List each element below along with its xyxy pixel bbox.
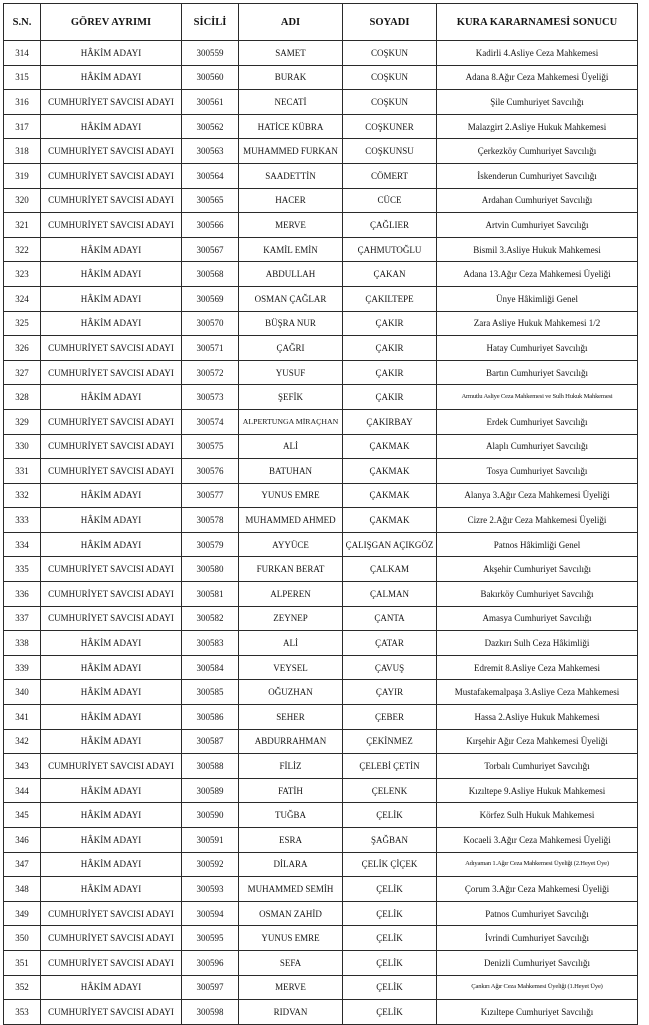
cell-sonuc: Alaplı Cumhuriyet Savcılığı <box>437 434 638 459</box>
cell-sonuc: Şile Cumhuriyet Savcılığı <box>437 90 638 115</box>
cell-adi: RIDVAN <box>239 1000 343 1025</box>
cell-sicil: 300583 <box>182 631 239 656</box>
table-row <box>4 385 638 410</box>
cell-sn: 339 <box>4 655 41 680</box>
cell-sonuc: Çankırı Ağır Ceza Mahkemesi Üyeliği (1.Heyet Üye) <box>437 975 638 1000</box>
cell-soyadi: ÇELİK <box>343 877 437 902</box>
cell-gorev: HÂKİM ADAYI <box>41 385 182 410</box>
cell-adi: SAADETTİN <box>239 163 343 188</box>
table-row <box>4 237 638 262</box>
cell-sn: 319 <box>4 163 41 188</box>
table-row <box>4 139 638 164</box>
cell-gorev: CUMHURİYET SAVCISI ADAYI <box>41 409 182 434</box>
cell-sonuc: Erdek Cumhuriyet Savcılığı <box>437 409 638 434</box>
cell-sn: 316 <box>4 90 41 115</box>
cell-soyadi: ÇAKIR <box>343 360 437 385</box>
cell-sn: 331 <box>4 459 41 484</box>
table-row <box>4 360 638 385</box>
cell-gorev: HÂKİM ADAYI <box>41 311 182 336</box>
table-row <box>4 336 638 361</box>
cell-sn: 332 <box>4 483 41 508</box>
table-row <box>4 311 638 336</box>
cell-soyadi: ÇELİK <box>343 975 437 1000</box>
cell-sicil: 300581 <box>182 582 239 607</box>
cell-gorev: CUMHURİYET SAVCISI ADAYI <box>41 926 182 951</box>
cell-sonuc: İskenderun Cumhuriyet Savcılığı <box>437 163 638 188</box>
cell-sn: 320 <box>4 188 41 213</box>
cell-adi: SEFA <box>239 950 343 975</box>
cell-soyadi: ÇAĞLIER <box>343 213 437 238</box>
cell-sicil: 300584 <box>182 655 239 680</box>
cell-gorev: HÂKİM ADAYI <box>41 852 182 877</box>
table-row <box>4 950 638 975</box>
cell-soyadi: ÇALIŞGAN AÇIKGÖZ <box>343 532 437 557</box>
cell-soyadi: ÇAKMAK <box>343 459 437 484</box>
cell-sn: 327 <box>4 360 41 385</box>
cell-sonuc: Amasya Cumhuriyet Savcılığı <box>437 606 638 631</box>
cell-adi: FATİH <box>239 778 343 803</box>
cell-sn: 345 <box>4 803 41 828</box>
cell-gorev: CUMHURİYET SAVCISI ADAYI <box>41 163 182 188</box>
cell-sn: 349 <box>4 901 41 926</box>
cell-gorev: CUMHURİYET SAVCISI ADAYI <box>41 213 182 238</box>
cell-soyadi: ÇELİK <box>343 901 437 926</box>
cell-sicil: 300568 <box>182 262 239 287</box>
cell-gorev: HÂKİM ADAYI <box>41 65 182 90</box>
cell-adi: AYYÜCE <box>239 532 343 557</box>
cell-adi: BURAK <box>239 65 343 90</box>
cell-sicil: 300580 <box>182 557 239 582</box>
table-row <box>4 286 638 311</box>
table-row <box>4 877 638 902</box>
cell-soyadi: ÇAKMAK <box>343 483 437 508</box>
cell-adi: OSMAN ÇAĞLAR <box>239 286 343 311</box>
cell-sonuc: Ardahan Cumhuriyet Savcılığı <box>437 188 638 213</box>
cell-adi: OĞUZHAN <box>239 680 343 705</box>
cell-sonuc: Torbalı Cumhuriyet Savcılığı <box>437 754 638 779</box>
cell-sicil: 300569 <box>182 286 239 311</box>
cell-gorev: HÂKİM ADAYI <box>41 631 182 656</box>
table-row <box>4 655 638 680</box>
cell-sn: 322 <box>4 237 41 262</box>
cell-gorev: CUMHURİYET SAVCISI ADAYI <box>41 459 182 484</box>
table-row <box>4 41 638 66</box>
cell-sicil: 300591 <box>182 828 239 853</box>
cell-sn: 335 <box>4 557 41 582</box>
cell-gorev: HÂKİM ADAYI <box>41 828 182 853</box>
cell-sn: 343 <box>4 754 41 779</box>
cell-sicil: 300579 <box>182 532 239 557</box>
cell-sn: 326 <box>4 336 41 361</box>
column-header-adi: ADI <box>239 4 343 41</box>
table-row <box>4 434 638 459</box>
cell-sn: 323 <box>4 262 41 287</box>
column-header-sn: S.N. <box>4 4 41 41</box>
cell-soyadi: ÇEBER <box>343 705 437 730</box>
cell-soyadi: ÇAYIR <box>343 680 437 705</box>
cell-gorev: HÂKİM ADAYI <box>41 483 182 508</box>
table-row <box>4 705 638 730</box>
cell-adi: FURKAN BERAT <box>239 557 343 582</box>
cell-sonuc: Çorum 3.Ağır Ceza Mahkemesi Üyeliği <box>437 877 638 902</box>
cell-sicil: 300586 <box>182 705 239 730</box>
cell-sn: 347 <box>4 852 41 877</box>
cell-gorev: CUMHURİYET SAVCISI ADAYI <box>41 188 182 213</box>
cell-adi: YUNUS EMRE <box>239 926 343 951</box>
cell-gorev: HÂKİM ADAYI <box>41 262 182 287</box>
cell-soyadi: ÇELİK ÇİÇEK <box>343 852 437 877</box>
cell-gorev: CUMHURİYET SAVCISI ADAYI <box>41 360 182 385</box>
cell-sn: 337 <box>4 606 41 631</box>
cell-adi: ALPEREN <box>239 582 343 607</box>
cell-sicil: 300567 <box>182 237 239 262</box>
cell-sonuc: Patnos Cumhuriyet Savcılığı <box>437 901 638 926</box>
cell-gorev: HÂKİM ADAYI <box>41 114 182 139</box>
table-row <box>4 803 638 828</box>
cell-gorev: CUMHURİYET SAVCISI ADAYI <box>41 557 182 582</box>
column-header-gorev: GÖREV AYRIMI <box>41 4 182 41</box>
cell-sicil: 300592 <box>182 852 239 877</box>
cell-sicil: 300576 <box>182 459 239 484</box>
cell-sicil: 300577 <box>182 483 239 508</box>
cell-adi: ALPERTUNGA MİRAÇHAN <box>239 409 343 434</box>
cell-adi: MERVE <box>239 213 343 238</box>
cell-sn: 353 <box>4 1000 41 1025</box>
table-row <box>4 852 638 877</box>
table-row <box>4 631 638 656</box>
cell-adi: MUHAMMED FURKAN <box>239 139 343 164</box>
cell-adi: ÇAĞRI <box>239 336 343 361</box>
table-row <box>4 606 638 631</box>
cell-sn: 342 <box>4 729 41 754</box>
cell-adi: ESRA <box>239 828 343 853</box>
cell-adi: KAMİL EMİN <box>239 237 343 262</box>
cell-sonuc: Kocaeli 3.Ağır Ceza Mahkemesi Üyeliği <box>437 828 638 853</box>
cell-soyadi: ÇELİK <box>343 1000 437 1025</box>
cell-sicil: 300587 <box>182 729 239 754</box>
table-row <box>4 409 638 434</box>
cell-adi: NECATİ <box>239 90 343 115</box>
cell-sonuc: Kızıltepe Cumhuriyet Savcılığı <box>437 1000 638 1025</box>
cell-adi: VEYSEL <box>239 655 343 680</box>
cell-gorev: HÂKİM ADAYI <box>41 655 182 680</box>
cell-sonuc: Tosya Cumhuriyet Savcılığı <box>437 459 638 484</box>
column-header-sonuc: KURA KARARNAMESİ SONUCU <box>437 4 638 41</box>
cell-sicil: 300570 <box>182 311 239 336</box>
cell-sicil: 300561 <box>182 90 239 115</box>
cell-gorev: HÂKİM ADAYI <box>41 778 182 803</box>
cell-sn: 344 <box>4 778 41 803</box>
cell-gorev: CUMHURİYET SAVCISI ADAYI <box>41 139 182 164</box>
cell-sn: 352 <box>4 975 41 1000</box>
cell-sonuc: Armutlu Asliye Ceza Mahkemesi ve Sulh Hukuk Mahkemesi <box>437 385 638 410</box>
cell-gorev: HÂKİM ADAYI <box>41 532 182 557</box>
cell-sonuc: Hassa 2.Asliye Hukuk Mahkemesi <box>437 705 638 730</box>
cell-sn: 334 <box>4 532 41 557</box>
cell-adi: MUHAMMED SEMİH <box>239 877 343 902</box>
cell-soyadi: ÇAKIR <box>343 336 437 361</box>
cell-gorev: HÂKİM ADAYI <box>41 286 182 311</box>
table-row <box>4 213 638 238</box>
cell-sn: 315 <box>4 65 41 90</box>
table-row <box>4 262 638 287</box>
cell-sonuc: Bartın Cumhuriyet Savcılığı <box>437 360 638 385</box>
cell-sicil: 300559 <box>182 41 239 66</box>
cell-sn: 341 <box>4 705 41 730</box>
cell-sn: 330 <box>4 434 41 459</box>
cell-sicil: 300571 <box>182 336 239 361</box>
cell-gorev: HÂKİM ADAYI <box>41 508 182 533</box>
cell-sonuc: Adana 8.Ağır Ceza Mahkemesi Üyeliği <box>437 65 638 90</box>
cell-sn: 350 <box>4 926 41 951</box>
cell-soyadi: ÇAHMUTOĞLU <box>343 237 437 262</box>
cell-sicil: 300589 <box>182 778 239 803</box>
cell-soyadi: ÇAVUŞ <box>343 655 437 680</box>
cell-sonuc: Malazgirt 2.Asliye Hukuk Mahkemesi <box>437 114 638 139</box>
table-row <box>4 163 638 188</box>
cell-soyadi: ÇAKMAK <box>343 434 437 459</box>
cell-sonuc: Artvin Cumhuriyet Savcılığı <box>437 213 638 238</box>
table-row <box>4 926 638 951</box>
cell-adi: FİLİZ <box>239 754 343 779</box>
cell-sicil: 300598 <box>182 1000 239 1025</box>
cell-sicil: 300593 <box>182 877 239 902</box>
cell-sicil: 300597 <box>182 975 239 1000</box>
table-row <box>4 1000 638 1025</box>
cell-soyadi: ÇAKIR <box>343 311 437 336</box>
cell-gorev: CUMHURİYET SAVCISI ADAYI <box>41 950 182 975</box>
table-row <box>4 90 638 115</box>
cell-gorev: CUMHURİYET SAVCISI ADAYI <box>41 754 182 779</box>
cell-sicil: 300572 <box>182 360 239 385</box>
column-header-sicil: SİCİLİ <box>182 4 239 41</box>
cell-sonuc: Hatay Cumhuriyet Savcılığı <box>437 336 638 361</box>
cell-adi: ABDULLAH <box>239 262 343 287</box>
table-row <box>4 582 638 607</box>
cell-soyadi: ÇAKMAK <box>343 508 437 533</box>
cell-soyadi: ÇAKAN <box>343 262 437 287</box>
cell-soyadi: COŞKUNSU <box>343 139 437 164</box>
table-row <box>4 557 638 582</box>
cell-sn: 346 <box>4 828 41 853</box>
cell-soyadi: ÇELİK <box>343 803 437 828</box>
cell-sicil: 300588 <box>182 754 239 779</box>
cell-sn: 329 <box>4 409 41 434</box>
cell-sicil: 300565 <box>182 188 239 213</box>
cell-gorev: CUMHURİYET SAVCISI ADAYI <box>41 901 182 926</box>
cell-adi: BÜŞRA NUR <box>239 311 343 336</box>
cell-soyadi: ÇANTA <box>343 606 437 631</box>
cell-soyadi: ÇAKILTEPE <box>343 286 437 311</box>
cell-sonuc: Denizli Cumhuriyet Savcılığı <box>437 950 638 975</box>
table-row <box>4 508 638 533</box>
cell-sicil: 300594 <box>182 901 239 926</box>
cell-soyadi: COŞKUN <box>343 90 437 115</box>
cell-gorev: HÂKİM ADAYI <box>41 729 182 754</box>
table-row <box>4 828 638 853</box>
cell-sicil: 300563 <box>182 139 239 164</box>
column-header-soyadi: SOYADI <box>343 4 437 41</box>
cell-sonuc: Patnos Hâkimliği Genel <box>437 532 638 557</box>
cell-adi: YUNUS EMRE <box>239 483 343 508</box>
cell-gorev: HÂKİM ADAYI <box>41 41 182 66</box>
cell-sonuc: Cizre 2.Ağır Ceza Mahkemesi Üyeliği <box>437 508 638 533</box>
cell-sicil: 300573 <box>182 385 239 410</box>
cell-sonuc: Körfez Sulh Hukuk Mahkemesi <box>437 803 638 828</box>
cell-adi: BATUHAN <box>239 459 343 484</box>
cell-sicil: 300562 <box>182 114 239 139</box>
cell-sicil: 300582 <box>182 606 239 631</box>
table-row <box>4 459 638 484</box>
cell-soyadi: ÇELİK <box>343 926 437 951</box>
cell-adi: TUĞBA <box>239 803 343 828</box>
cell-soyadi: CÖMERT <box>343 163 437 188</box>
cell-sicil: 300595 <box>182 926 239 951</box>
cell-sonuc: Alanya 3.Ağır Ceza Mahkemesi Üyeliği <box>437 483 638 508</box>
cell-soyadi: ÇELENK <box>343 778 437 803</box>
cell-gorev: HÂKİM ADAYI <box>41 237 182 262</box>
cell-gorev: HÂKİM ADAYI <box>41 975 182 1000</box>
cell-adi: ABDURRAHMAN <box>239 729 343 754</box>
cell-sn: 321 <box>4 213 41 238</box>
cell-sn: 336 <box>4 582 41 607</box>
cell-gorev: CUMHURİYET SAVCISI ADAYI <box>41 90 182 115</box>
table-row <box>4 532 638 557</box>
cell-adi: ALİ <box>239 631 343 656</box>
cell-sicil: 300585 <box>182 680 239 705</box>
cell-soyadi: ÇALKAM <box>343 557 437 582</box>
cell-soyadi: CÜCE <box>343 188 437 213</box>
cell-adi: DİLARA <box>239 852 343 877</box>
cell-sonuc: Bismil 3.Asliye Hukuk Mahkemesi <box>437 237 638 262</box>
cell-sicil: 300578 <box>182 508 239 533</box>
cell-sicil: 300564 <box>182 163 239 188</box>
table-row <box>4 901 638 926</box>
cell-sicil: 300596 <box>182 950 239 975</box>
cell-sonuc: Edremit 8.Asliye Ceza Mahkemesi <box>437 655 638 680</box>
cell-sn: 324 <box>4 286 41 311</box>
table-row <box>4 729 638 754</box>
cell-sonuc: Akşehir Cumhuriyet Savcılığı <box>437 557 638 582</box>
cell-gorev: CUMHURİYET SAVCISI ADAYI <box>41 434 182 459</box>
table-row <box>4 975 638 1000</box>
cell-sonuc: İvrindi Cumhuriyet Savcılığı <box>437 926 638 951</box>
cell-soyadi: COŞKUNER <box>343 114 437 139</box>
cell-soyadi: ÇAKIR <box>343 385 437 410</box>
cell-soyadi: COŞKUN <box>343 41 437 66</box>
cell-sicil: 300575 <box>182 434 239 459</box>
cell-sicil: 300590 <box>182 803 239 828</box>
cell-sonuc: Adıyaman 1.Ağır Ceza Mahkemesi Üyeliği (2.Heyet Üye) <box>437 852 638 877</box>
cell-sonuc: Kızıltepe 9.Asliye Hukuk Mahkemesi <box>437 778 638 803</box>
cell-adi: HATİCE KÜBRA <box>239 114 343 139</box>
table-row <box>4 778 638 803</box>
cell-sicil: 300560 <box>182 65 239 90</box>
header-row <box>4 4 638 41</box>
cell-sn: 338 <box>4 631 41 656</box>
cell-sonuc: Kırşehir Ağır Ceza Mahkemesi Üyeliği <box>437 729 638 754</box>
table-header <box>4 4 638 41</box>
table-row <box>4 65 638 90</box>
cell-adi: MUHAMMED AHMED <box>239 508 343 533</box>
cell-soyadi: ÇEKİNMEZ <box>343 729 437 754</box>
table-row <box>4 114 638 139</box>
cell-sonuc: Çerkezköy Cumhuriyet Savcılığı <box>437 139 638 164</box>
cell-sn: 351 <box>4 950 41 975</box>
table-row <box>4 680 638 705</box>
cell-sn: 340 <box>4 680 41 705</box>
cell-sicil: 300574 <box>182 409 239 434</box>
table-row <box>4 483 638 508</box>
cell-adi: YUSUF <box>239 360 343 385</box>
assignment-table <box>3 3 638 1025</box>
cell-gorev: CUMHURİYET SAVCISI ADAYI <box>41 336 182 361</box>
cell-sonuc: Adana 13.Ağır Ceza Mahkemesi Üyeliği <box>437 262 638 287</box>
cell-gorev: HÂKİM ADAYI <box>41 680 182 705</box>
cell-sn: 317 <box>4 114 41 139</box>
cell-sn: 333 <box>4 508 41 533</box>
cell-gorev: CUMHURİYET SAVCISI ADAYI <box>41 582 182 607</box>
cell-adi: MERVE <box>239 975 343 1000</box>
cell-soyadi: ÇELİK <box>343 950 437 975</box>
cell-gorev: CUMHURİYET SAVCISI ADAYI <box>41 1000 182 1025</box>
table-body <box>4 41 638 1025</box>
cell-sn: 318 <box>4 139 41 164</box>
cell-sn: 325 <box>4 311 41 336</box>
cell-soyadi: ÇELEBİ ÇETİN <box>343 754 437 779</box>
cell-sonuc: Kadirli 4.Asliye Ceza Mahkemesi <box>437 41 638 66</box>
cell-gorev: HÂKİM ADAYI <box>41 877 182 902</box>
cell-soyadi: ÇAKIRBAY <box>343 409 437 434</box>
cell-adi: ZEYNEP <box>239 606 343 631</box>
cell-soyadi: ÇATAR <box>343 631 437 656</box>
cell-sicil: 300566 <box>182 213 239 238</box>
cell-sn: 314 <box>4 41 41 66</box>
cell-sonuc: Mustafakemalpaşa 3.Asliye Ceza Mahkemesi <box>437 680 638 705</box>
cell-gorev: HÂKİM ADAYI <box>41 705 182 730</box>
cell-sn: 328 <box>4 385 41 410</box>
table-row <box>4 188 638 213</box>
cell-gorev: CUMHURİYET SAVCISI ADAYI <box>41 606 182 631</box>
cell-sonuc: Bakırköy Cumhuriyet Savcılığı <box>437 582 638 607</box>
cell-soyadi: ŞAĞBAN <box>343 828 437 853</box>
cell-sn: 348 <box>4 877 41 902</box>
cell-gorev: HÂKİM ADAYI <box>41 803 182 828</box>
cell-adi: HACER <box>239 188 343 213</box>
cell-sonuc: Ünye Hâkimliği Genel <box>437 286 638 311</box>
cell-adi: OSMAN ZAHİD <box>239 901 343 926</box>
cell-adi: SEHER <box>239 705 343 730</box>
cell-soyadi: ÇALMAN <box>343 582 437 607</box>
cell-soyadi: COŞKUN <box>343 65 437 90</box>
cell-adi: ŞEFİK <box>239 385 343 410</box>
cell-sonuc: Dazkırı Sulh Ceza Hâkimliği <box>437 631 638 656</box>
cell-adi: SAMET <box>239 41 343 66</box>
cell-sonuc: Zara Asliye Hukuk Mahkemesi 1/2 <box>437 311 638 336</box>
cell-adi: ALİ <box>239 434 343 459</box>
table-row <box>4 754 638 779</box>
document-page <box>3 3 638 1025</box>
